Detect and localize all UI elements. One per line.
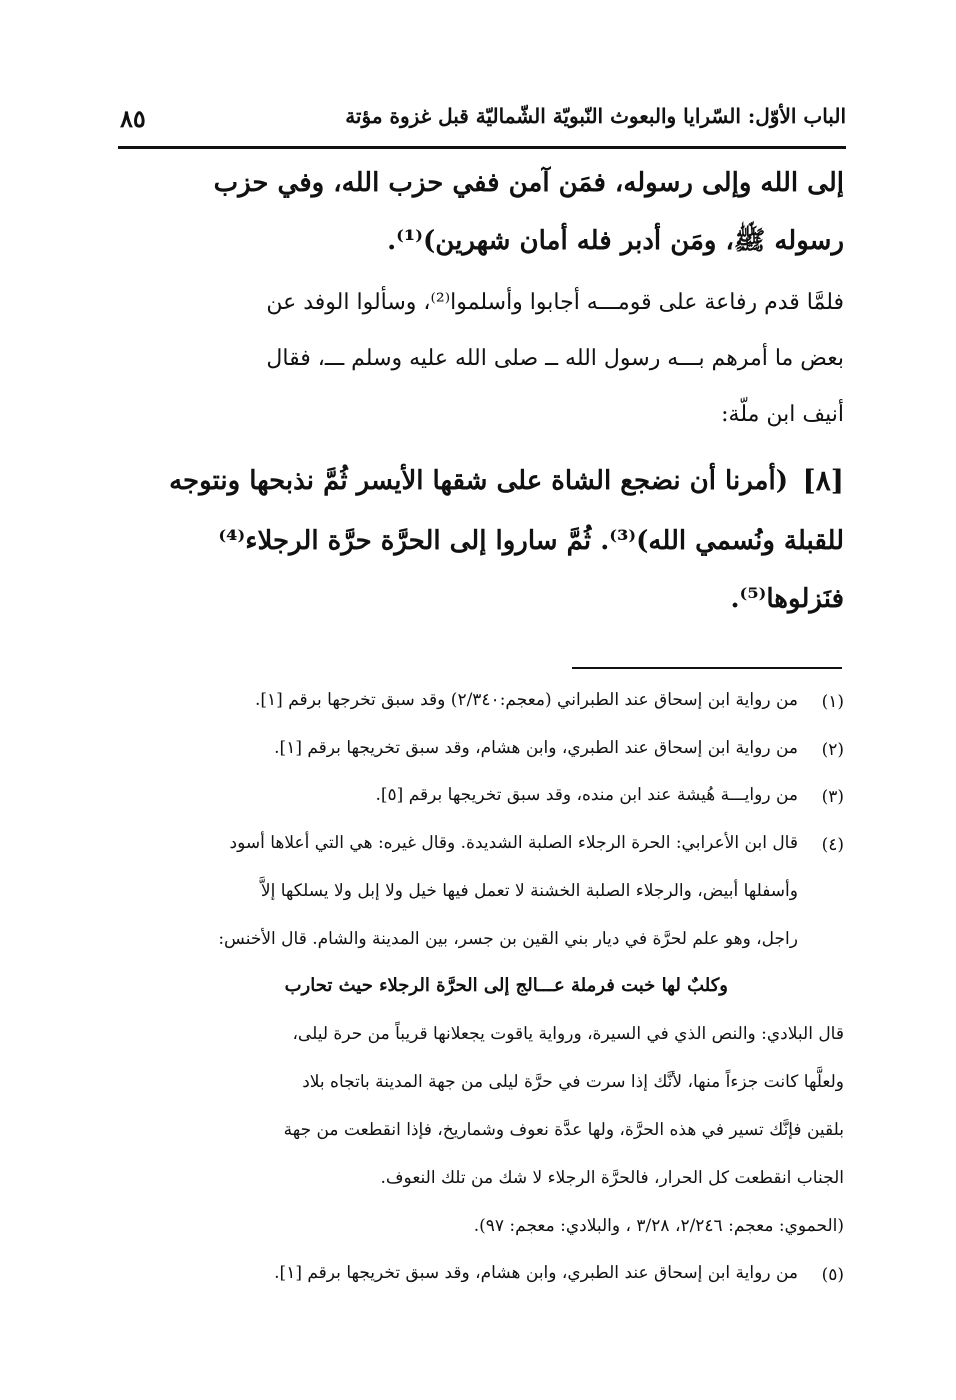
footnote-4-cont-4: الجناب انقطعت كل الحرار، فالحرَّة الرجلاء لا شك من تلك النعوف. (380, 1168, 844, 1188)
footnote-4-line-2: وأسفلها أبيض، والرجلاء الصلبة الخشنة لا تعمل فيها خيل ولا إبل ولا يسلكها إلاَّ (260, 881, 798, 901)
narrative-line-2: بعض ما أمرهم بـــه رسول الله ــ صلى الله عليه وسلم ـــ، فقال (266, 346, 844, 371)
footnote-4-verse: وكلبٌ لها خبت فرملة عـــالج إلى الحرَّة الرجلاء حيث تحارب (284, 975, 728, 996)
running-header (118, 98, 846, 142)
para8-line-3: فنَزلوها⁽⁵⁾. (730, 584, 844, 614)
footnote-4-cont-2: ولعلَّها كانت جزءاً منها، لأنَّك إذا سرت في حرَّة ليلى من جهة المدينة باتجاه بلاد (302, 1072, 844, 1092)
paragraph-number: [٨] (802, 464, 844, 497)
footnote-1-number: (١) (821, 692, 844, 712)
para8-line-2: للقبلة ونُسمي الله)⁽³⁾. ثُمَّ ساروا إلى الحرَّة حرَّة الرجلاء⁽⁴⁾ (218, 526, 844, 556)
footnote-4-line-1: قال ابن الأعرابي: الحرة الرجلاء الصلبة الشديدة. وقال غيره: هي التي أعلاها أسود (229, 833, 798, 853)
narrative-line-1: فلمَّا قدم رفاعة على قومـــه أجابوا وأسلموا⁽²⁾، وسألوا الوفد عن (266, 290, 844, 315)
footnote-4-number: (٤) (821, 835, 844, 855)
page-number: ٨٥ (120, 104, 146, 133)
narrative-line-3: أنيف ابن ملّة: (721, 402, 844, 427)
footnote-4-citation: (الحموي: معجم: ٢/٢٤٦، ٣/٢٨ ، والبلادي: معجم: ٩٧). (473, 1216, 844, 1236)
quote-line-1: إلى الله وإلى رسوله، فمَن آمن ففي حزب الله، وفي حزب (213, 168, 844, 198)
footnote-3-number: (٣) (821, 787, 844, 807)
footnote-2-text: من رواية ابن إسحاق عند الطبري، وابن هشام، وقد سبق تخريجها برقم [١]. (274, 738, 798, 758)
footnote-4-cont-3: بلقين فإنَّك تسير في هذه الحرَّة، ولها عدَّة نعوف وشماريخ، فإذا انقطعت من جهة (283, 1120, 844, 1140)
footnote-5-number: (٥) (821, 1265, 844, 1285)
chapter-title: الباب الأوّل: السّرايا والبعوث النّبويّة الشّماليّة قبل غزوة مؤتة (345, 104, 846, 128)
footnote-2-number: (٢) (821, 740, 844, 760)
para8-line-1: (أمرنا أن نضجع الشاة على شقها الأيسر ثُمَّ نذبحها ونتوجه (169, 466, 788, 496)
footnote-4-line-3: راجل، وهو علم لحرَّة في ديار بني القين بن جسر، بين المدينة والشام. قال الأخنس: (218, 929, 798, 949)
footnote-3-text: من روايـــة هُيشة عند ابن منده، وقد سبق تخريجها برقم [٥]. (375, 785, 798, 805)
footnote-5-text: من رواية ابن إسحاق عند الطبري، وابن هشام، وقد سبق تخريجها برقم [١]. (274, 1263, 798, 1283)
quote-line-2: رسوله ﷺ، ومَن أدبر فله أمان شهرين)⁽¹⁾. (387, 226, 844, 256)
footnote-divider (572, 667, 842, 669)
header-divider (118, 146, 846, 149)
footnote-4-cont-1: قال البلادي: والنص الذي في السيرة، ورواية ياقوت يجعلانها قريباً من حرة ليلى، (292, 1024, 844, 1044)
footnote-1-text: من رواية ابن إسحاق عند الطبراني (معجم:٢/٣٤٠) وقد سبق تخرجها برقم [١]. (254, 690, 798, 710)
